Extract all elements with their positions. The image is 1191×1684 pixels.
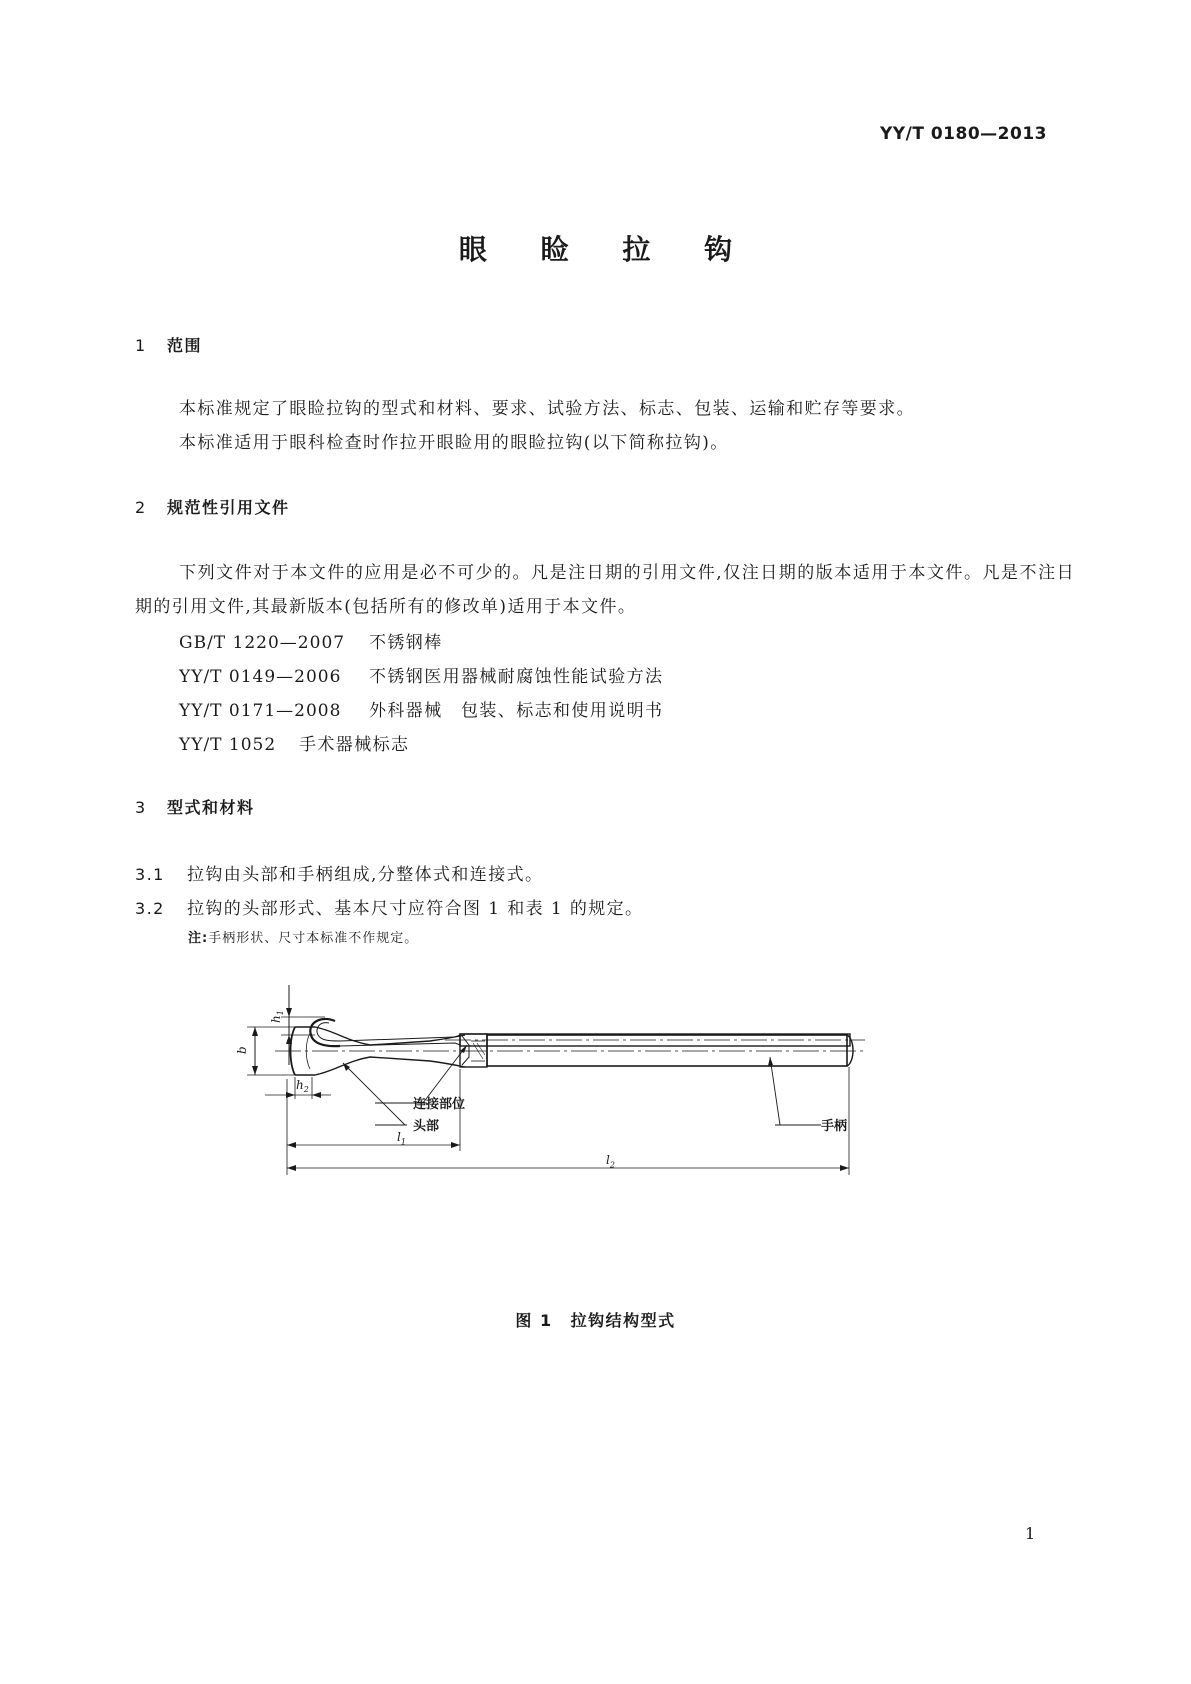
section-2-heading [135,495,290,518]
b-label: b [235,1046,249,1054]
section-1-paragraph-2 [135,426,1075,460]
section-title: 规范性引用文件 [167,498,290,517]
paragraph-text: 下列文件对于本文件的应用是必不可少的。凡是注日期的引用文件,仅注日期的版本适用于本文件。凡是不注日期的引用文件,其最新版本(包括所有的修改单)适用于本文件。 [135,563,1075,617]
l1-symbol: l [397,1130,401,1144]
clause-text: 拉钩由头部和手柄组成,分整体式和连接式。 [187,865,544,885]
reference-code: GB/T 1220—2007 [179,633,346,653]
reference-code: YY/T 0171—2008 [179,701,342,721]
reference-code: YY/T 1052 [179,735,277,755]
section-1-heading [135,333,202,356]
reference-title: 不锈钢医用器械耐腐蚀性能试验方法 [369,667,664,687]
l2-symbol: l [606,1153,610,1167]
section-number: 1 [135,336,147,355]
connection-label: 连接部位 [413,1097,466,1112]
l2-subscript: 2 [609,1160,615,1170]
note-label: 注: [188,931,209,946]
clause-3-2 [135,894,643,919]
figure-number: 图 1 [515,1311,553,1330]
document-title: 眼 睑 拉 钩 [458,233,755,266]
note-text: 手柄形状、尺寸本标准不作规定。 [208,931,419,946]
paragraph-text: 本标准适用于眼科检查时作拉开眼睑用的眼睑拉钩(以下简称拉钩)。 [179,433,729,453]
page-number: 1 [1025,1524,1036,1543]
reference-item [179,730,409,755]
standard-code: YY/T 0180—2013 [880,124,1047,144]
section-title: 范围 [167,336,203,355]
h2-label: $h_2$ [296,1078,309,1094]
reference-title: 外科器械 包装、标志和使用说明书 [369,701,664,721]
paragraph-text: 本标准规定了眼睑拉钩的型式和材料、要求、试验方法、标志、包装、运输和贮存等要求。 [179,399,915,419]
clause-number: 3.2 [135,899,165,918]
section-2-intro [135,556,1075,624]
l1-label [397,1130,406,1146]
handle-label: 手柄 [821,1119,848,1134]
section-1-paragraph-1 [135,392,1075,426]
reference-code: YY/T 0149—2006 [179,667,342,687]
length-dimensions [287,1067,849,1175]
top-view [235,1027,867,1125]
clause-3-1 [135,860,543,885]
l2-label [606,1153,615,1169]
figure-caption [0,1308,1191,1331]
reference-item [179,696,663,721]
figure-caption-text: 拉钩结构型式 [570,1311,676,1330]
h1-label: $h_1$ [269,1010,285,1023]
clause-number: 3.1 [135,865,165,884]
reference-title: 手术器械标志 [299,735,410,755]
section-number: 3 [135,798,147,817]
note [188,927,418,946]
section-3-heading [135,795,255,818]
reference-item [179,628,443,653]
section-title: 型式和材料 [167,798,255,817]
side-view [269,985,865,1065]
reference-item [179,662,663,687]
reference-title: 不锈钢棒 [369,633,443,653]
clause-text: 拉钩的头部形式、基本尺寸应符合图 1 和表 1 的规定。 [187,899,644,919]
section-number: 2 [135,498,147,517]
head-label: 头部 [413,1119,440,1134]
l1-subscript: 1 [400,1137,406,1147]
